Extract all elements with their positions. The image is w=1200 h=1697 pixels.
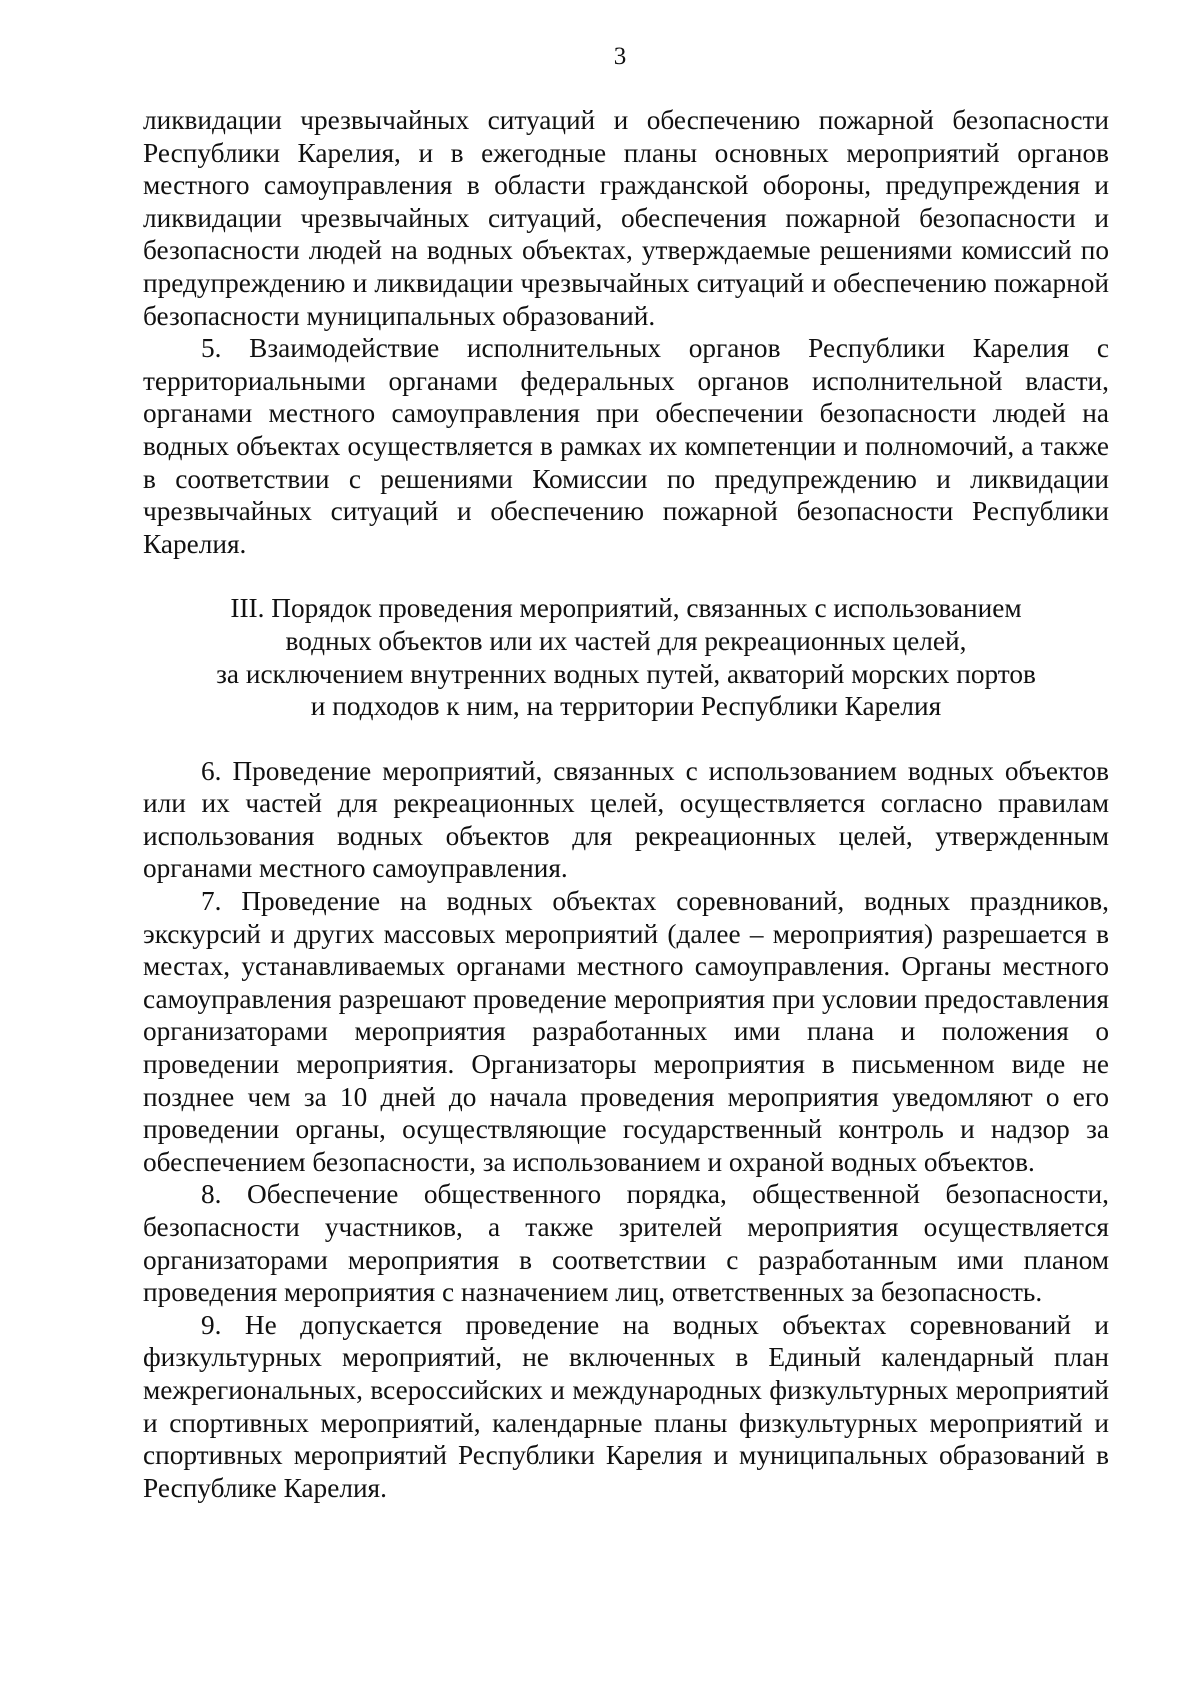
paragraph-9: 9. Не допускается проведение на водных объектах соревнований и физкультурных мероприятий, не включенных в Единый календарный план межрегиональных, всероссийских и международных физкультурных мероприятий и спортивных мероприятий, календарные планы физкультурных мероприятий и спортивных мероприятий Республики Карелия и муниципальных образований в Республике Карелия. <box>143 1309 1109 1503</box>
section-heading-line: и подходов к ним, на территории Республики Карелия <box>310 691 942 722</box>
paragraph-5: 5. Взаимодействие исполнительных органов Республики Карелия с территориальными органами федеральных органов исполнительной власти, органами местного самоуправления при обеспечении безопасности людей на водных объектах осуществляется в рамках их компетенции и полномочий, а также в соответствии с решениями Комиссии по предупреждению и ликвидации чрезвычайных ситуаций и обеспечению пожарной безопасности Республики Карелия. <box>143 333 1109 559</box>
paragraph-7: 7. Проведение на водных объектах соревнований, водных праздников, экскурсий и других массовых мероприятий (далее – мероприятия) разрешается в местах, устанавливаемых органами местного самоуправления. Органы местного самоуправления разрешают проведение мероприятия при условии предоставления организаторами мероприятия разработанных ими плана и положения о проведении мероприятия. Организаторы мероприятия в письменном виде не позднее чем за 10 дней до начала проведения мероприятия уведомляют о его проведении органы, осуществляющие государственный контроль и надзор за обеспечением безопасности, за использованием и охраной водных объектов. <box>143 886 1109 1177</box>
section-heading-line: III. Порядок проведения мероприятий, связанных с использованием <box>230 593 1022 624</box>
paragraph-continuation: ликвидации чрезвычайных ситуаций и обеспечению пожарной безопасности Республики Карелия, и в ежегодные планы основных мероприятий органов местного самоуправления в области гражданской обороны, предупреждения и ликвидации чрезвычайных ситуаций, обеспечения пожарной безопасности и безопасности людей на водных объектах, утверждаемые решениями комиссий по предупреждению и ликвидации чрезвычайных ситуаций и обеспечению пожарной безопасности муниципальных образований. <box>143 105 1109 331</box>
section-heading-line: водных объектов или их частей для рекреационных целей, <box>285 625 967 656</box>
section-heading-iii <box>143 592 1109 722</box>
document-body <box>143 104 1109 1504</box>
section-heading-line: за исключением внутренних водных путей, акваторий морских портов <box>216 658 1036 689</box>
paragraph-8: 8. Обеспечение общественного порядка, общественной безопасности, безопасности участников, а также зрителей мероприятия осуществляется организаторами мероприятия в соответствии с разработанным ими планом проведения мероприятия с назначением лиц, ответственных за безопасность. <box>143 1179 1109 1308</box>
page-number: 3 <box>613 43 627 70</box>
paragraph-6: 6. Проведение мероприятий, связанных с использованием водных объектов или их частей для рекреационных целей, осуществляется согласно правилам использования водных объектов для рекреационных целей, утвержденным органами местного самоуправления. <box>143 755 1109 884</box>
